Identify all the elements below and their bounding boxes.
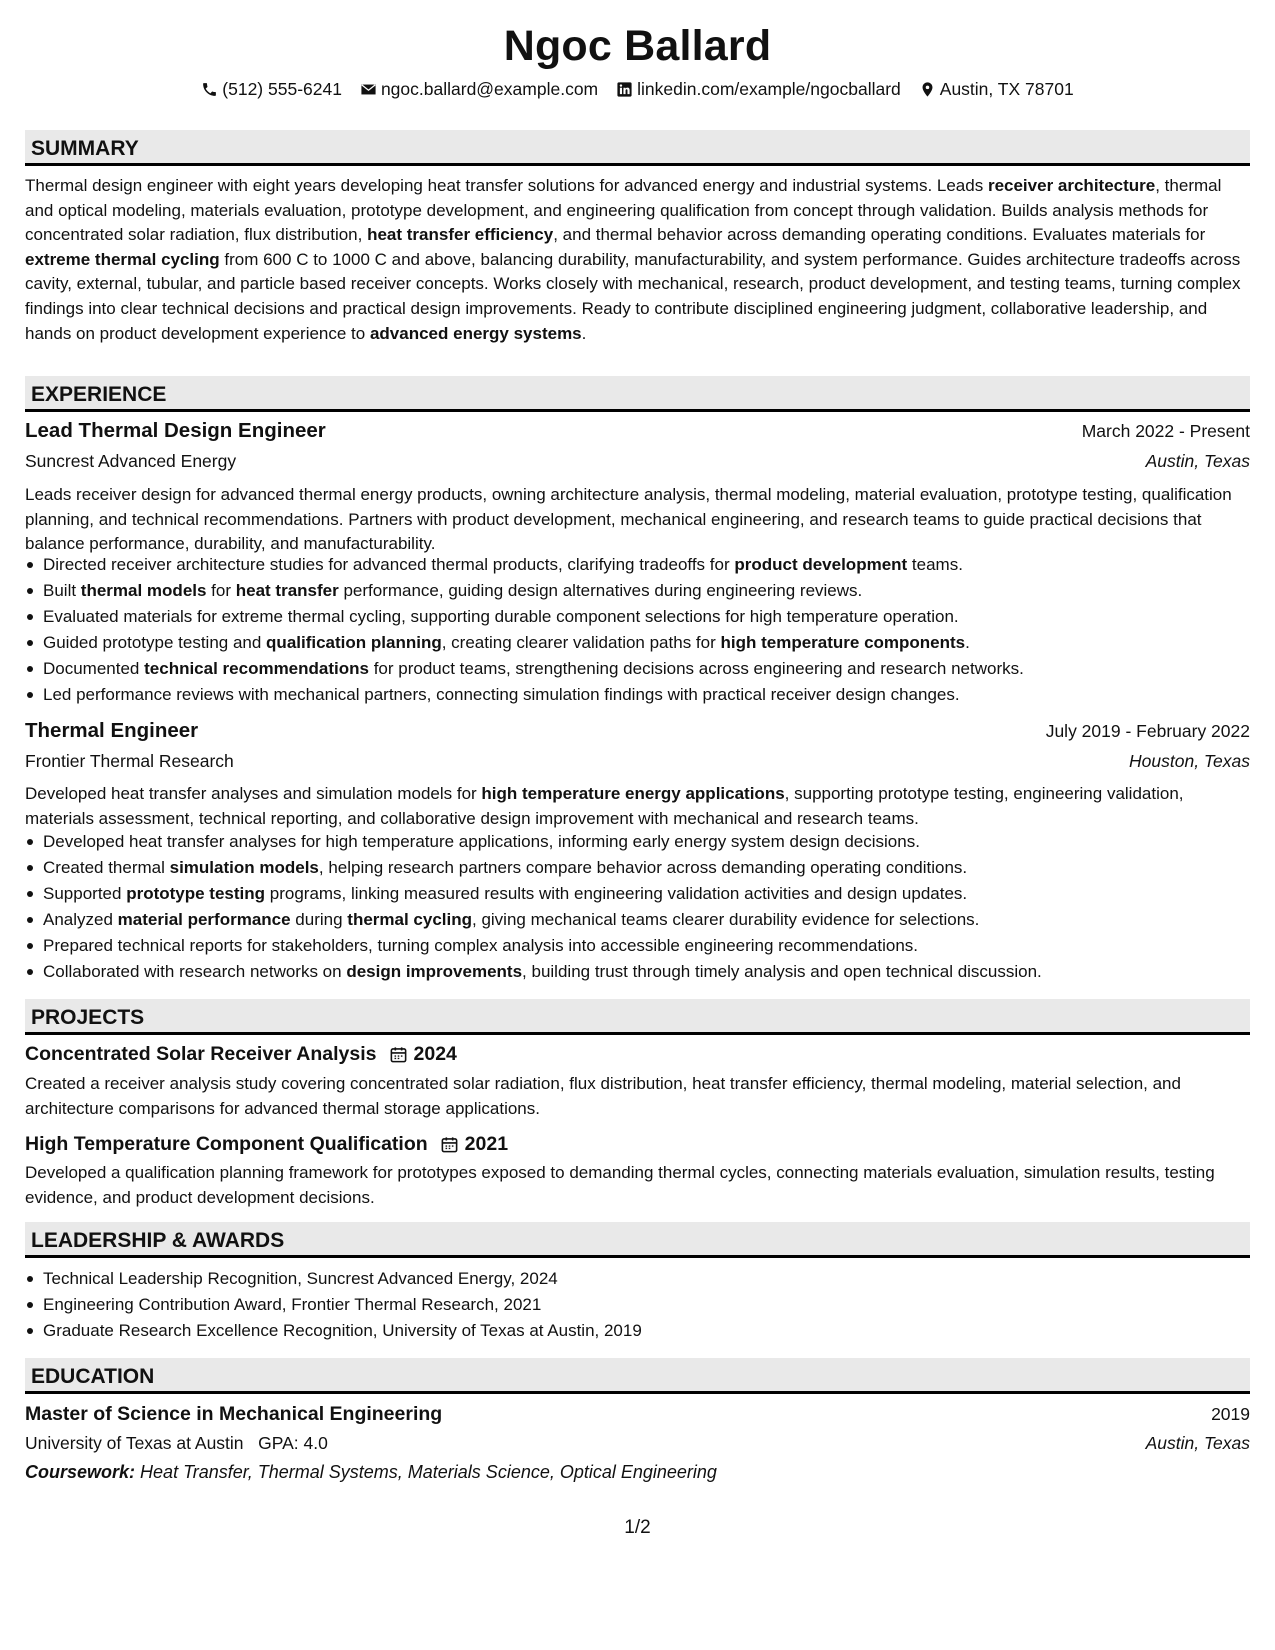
bullet-item: Built thermal models for heat transfer performance, guiding design alternatives during engineering reviews. <box>43 578 1268 604</box>
section-header-summary: SUMMARY <box>25 130 1250 166</box>
project-year: 2024 <box>413 1043 457 1065</box>
job-dates: July 2019 - February 2022 <box>1045 721 1250 741</box>
contact-location: Austin, TX 78701 <box>919 79 1074 100</box>
contact-bar <box>25 76 1250 102</box>
school-location: Austin, Texas <box>1145 1433 1250 1453</box>
project-description: Developed a qualification planning framework for prototypes exposed to demanding thermal cycles, connecting materials evaluation, simulation results, testing evidence, and product development decisions. <box>25 1163 1215 1207</box>
job-bullets <box>25 829 1268 986</box>
job-company: Frontier Thermal Research <box>25 751 234 771</box>
award-item: Engineering Contribution Award, Frontier Thermal Research, 2021 <box>43 1292 1268 1318</box>
project-title: High Temperature Component Qualification 2021 <box>25 1133 509 1155</box>
award-item: Technical Leadership Recognition, Suncrest Advanced Energy, 2024 <box>43 1266 1268 1292</box>
job-bullets <box>25 552 1268 709</box>
calendar-icon <box>440 1135 459 1154</box>
job-title: Thermal Engineer <box>25 719 199 742</box>
gpa: GPA: 4.0 <box>258 1433 328 1453</box>
bullet-item: Created thermal simulation models, helping research partners compare behavior across demanding operating conditions. <box>43 855 1268 881</box>
page-number: 1/2 <box>624 1517 651 1538</box>
award-item: Graduate Research Excellence Recognition, University of Texas at Austin, 2019 <box>43 1318 1268 1344</box>
candidate-name: Ngoc Ballard <box>503 22 772 70</box>
project-year: 2021 <box>464 1133 509 1155</box>
bullet-item: Prepared technical reports for stakeholders, turning complex analysis into accessible engineering recommendations. <box>43 933 1268 959</box>
bullet-item: Analyzed material performance during thermal cycling, giving mechanical teams clearer durability evidence for selections. <box>43 907 1268 933</box>
phone-icon <box>201 81 218 98</box>
degree: Master of Science in Mechanical Engineering <box>25 1403 443 1425</box>
graduation-year: 2019 <box>1211 1404 1250 1424</box>
bullet-item: Evaluated materials for extreme thermal cycling, supporting durable component selections for high temperature operation. <box>43 604 1268 630</box>
bullet-item: Directed receiver architecture studies for advanced thermal products, clarifying tradeoffs for product development teams. <box>43 552 1268 578</box>
project-description: Created a receiver analysis study covering concentrated solar radiation, flux distribution, heat transfer efficiency, thermal modeling, material selection, and architecture comparisons for advanced thermal storage applications. <box>25 1074 1181 1118</box>
linkedin-icon <box>616 81 633 98</box>
job-location: Austin, Texas <box>1145 451 1250 471</box>
project-title: Concentrated Solar Receiver Analysis 2024 <box>25 1043 457 1065</box>
job-company: Suncrest Advanced Energy <box>25 451 237 471</box>
envelope-icon <box>360 81 377 98</box>
award-list <box>25 1266 1268 1344</box>
bullet-item: Guided prototype testing and qualification planning, creating clearer validation paths for high temperature components. <box>43 630 1268 656</box>
bullet-item: Supported prototype testing programs, linking measured results with engineering validation activities and design updates. <box>43 881 1268 907</box>
bullet-item: Collaborated with research networks on design improvements, building trust through timely analysis and open technical discussion. <box>43 959 1268 985</box>
job-description: Leads receiver design for advanced thermal energy products, owning architecture analysis, thermal modeling, material evaluation, prototype testing, qualification planning, and technical recommendations. Partners with product development, mechanical engineering, and research teams to guide practical decisions that balance performance, durability, and manufacturability. <box>25 485 1232 554</box>
resume-page <box>25 0 1250 1650</box>
section-header-leadership: LEADERSHIP & AWARDS <box>25 1222 1250 1258</box>
bullet-item: Developed heat transfer analyses for high temperature applications, informing early energy system design decisions. <box>43 829 1268 855</box>
job-location: Houston, Texas <box>1129 751 1250 771</box>
job-title: Lead Thermal Design Engineer <box>25 419 326 442</box>
bullet-item: Led performance reviews with mechanical partners, connecting simulation findings with practical receiver design changes. <box>43 682 1268 708</box>
school: University of Texas at Austin GPA: 4.0 <box>25 1433 328 1453</box>
job-dates: March 2022 - Present <box>1081 421 1250 441</box>
job-description: Developed heat transfer analyses and simulation models for high temperature energy applications, supporting prototype testing, engineering validation, materials assessment, technical reporting, and collaborative design improvement with mechanical and research teams. <box>25 784 1184 828</box>
map-pin-icon <box>919 81 936 98</box>
contact-email[interactable]: ngoc.ballard@example.com <box>360 79 598 100</box>
section-header-projects: PROJECTS <box>25 999 1250 1035</box>
contact-phone: (512) 555-6241 <box>201 79 342 100</box>
section-header-experience: EXPERIENCE <box>25 376 1250 412</box>
summary-text: Thermal design engineer with eight years developing heat transfer solutions for advanced energy and industrial systems. Leads receiver architecture, thermal and optical modeling, materials evaluation, prototype development, and engineering qualification from concept through validation. Builds analysis methods for concentrated solar radiation, flux distribution, heat transfer efficiency, and thermal behavior across demanding operating conditions. Evaluates materials for extreme thermal cycling from 600 C to 1000 C and above, balancing durability, manufacturability, and system performance. Guides architecture tradeoffs across cavity, external, tubular, and particle based receiver concepts. Works closely with mechanical, research, product development, and testing teams, turning complex findings into clear technical decisions and practical design improvements. Ready to contribute disciplined engineering judgment, collaborative leadership, and hands on product development experience to advanced energy systems. <box>25 176 1241 343</box>
contact-linkedin[interactable]: linkedin.com/example/ngocballard <box>616 79 901 100</box>
bullet-item: Documented technical recommendations for product teams, strengthening decisions across engineering and research networks. <box>43 656 1268 682</box>
calendar-icon <box>389 1045 408 1064</box>
section-header-education: EDUCATION <box>25 1358 1250 1394</box>
coursework: Coursework: Heat Transfer, Thermal Systems, Materials Science, Optical Engineering <box>25 1462 717 1482</box>
